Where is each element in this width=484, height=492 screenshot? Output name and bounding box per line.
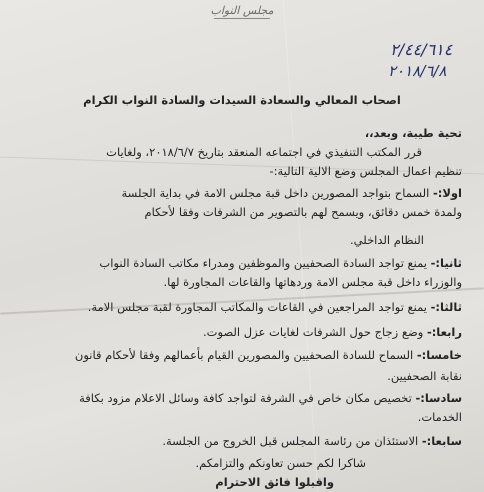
list-item (12, 186, 462, 200)
thanks-line: شاكرا لكم حسن تعاونكم والتزامكم. (195, 456, 366, 470)
item-label: سادسا:- (415, 391, 462, 405)
body-line: قرر المكتب التنفيذي في اجتماعه المنعقد بتاريخ ٢٠١٨/٦/٧، ولغايات (106, 145, 422, 159)
item-text: وضع زجاج حول الشرفات لغايات عزل الصوت. (203, 325, 424, 339)
greeting-line: تحية طيبة، وبعد،، (364, 126, 462, 140)
list-item (12, 434, 462, 448)
item-text: السماح بتواجد المصورين داخل قبة مجلس الامة في بداية الجلسة (121, 186, 430, 200)
item-text: الاستئذان من رئاسة المجلس قبل الخروج من الجلسة. (162, 434, 419, 448)
addressee-line: اصحاب المعالي والسعادة السيدات والسادة النواب الكرام (83, 93, 401, 107)
item-text: تخصيص مكان خاص في الشرفة لتواجد كافة وسائل الاعلام مزود بكافة (79, 391, 412, 405)
list-item (12, 348, 462, 362)
closing-line: واقبلوا فائق الاحترام (215, 475, 334, 489)
item-text: يمنع تواجد المراجعين في القاعات والمكاتب المجاورة لقبة مجلس الامة. (87, 300, 427, 314)
seal-text: مجلس النواب (210, 4, 274, 17)
item-continuation: النظام الداخلي. (350, 233, 424, 247)
item-label: ثالثا:- (430, 300, 462, 314)
item-text: يمنع تواجد السادة الصحفيين والموظفين ومدراء مكاتب السادة النواب (99, 256, 427, 270)
item-continuation: الخدمات. (417, 410, 462, 424)
item-label: رابعا:- (426, 325, 462, 339)
list-item (12, 256, 462, 270)
list-item (12, 325, 462, 339)
item-text: السماح للسادة الصحفيين والمصورين القيام بأعمالهم وفقا لأحكام قانون (74, 348, 414, 362)
list-item (12, 391, 462, 405)
letterhead-seal (205, 4, 279, 19)
handwritten-date: ٢٠١٨/٦/٨ (388, 62, 447, 80)
item-continuation: والوزراء داخل قبة مجلس الامة وردهاتها والقاعات المجاورة لها. (163, 275, 462, 289)
seal-underline (214, 18, 270, 19)
list-item (12, 300, 462, 314)
item-continuation: نقابة الصحفيين. (387, 369, 462, 383)
item-continuation: ولمدة خمس دقائق، ويسمح لهم بالتصوير من الشرفات وفقا لأحكام (144, 205, 462, 219)
reference-number: ٢/٤٤/٦١٤ (390, 40, 453, 59)
body-line: تنظيم اعمال المجلس وضع الالية التالية:- (269, 164, 462, 178)
item-label: سابعا:- (421, 434, 462, 448)
item-label: ثانيا:- (430, 256, 462, 270)
item-label: خامسا:- (416, 348, 462, 362)
item-label: اولا:- (432, 186, 462, 200)
